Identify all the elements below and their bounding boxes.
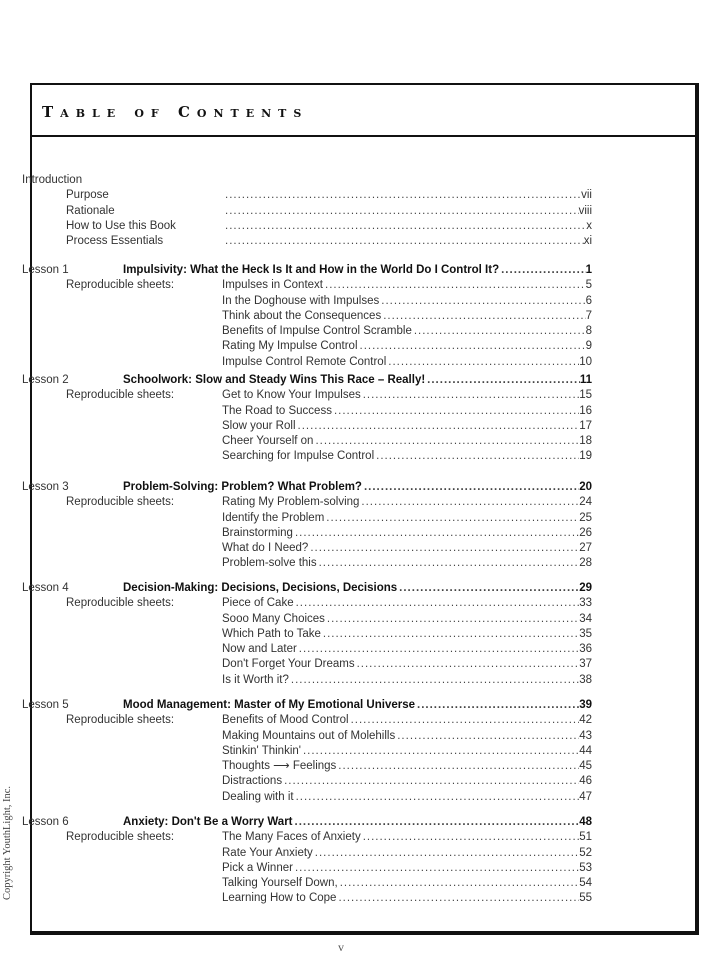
toc-entry (22, 449, 592, 464)
page-title: Table of Contents (42, 103, 309, 121)
sheet-page: 36 (579, 643, 592, 656)
sheet-page: 27 (579, 542, 592, 555)
dot-leader (338, 891, 579, 906)
dot-leader (351, 713, 580, 728)
toc-entry (22, 846, 592, 861)
toc-entry (22, 219, 592, 234)
intro-entry (225, 219, 592, 234)
dot-leader (225, 234, 584, 249)
toc-entry (22, 673, 592, 688)
sheet-title: Rating My Problem-solving (222, 496, 360, 509)
lesson-heading-row (22, 815, 592, 830)
toc-entry (22, 204, 592, 219)
dot-leader (340, 876, 579, 891)
toc-entry (22, 556, 592, 571)
sheet-page: 37 (579, 658, 592, 671)
sheet (222, 790, 592, 805)
reproducible-sheets-label: Reproducible sheets: (66, 279, 175, 292)
intro-item-page: x (586, 219, 592, 232)
sheet-page: 45 (579, 760, 592, 773)
sheet (222, 294, 592, 309)
introduction-label: Introduction (22, 174, 83, 186)
sheet (222, 861, 592, 876)
lesson (123, 815, 592, 830)
intro-item-page: vii (581, 189, 592, 202)
sheet (222, 596, 592, 611)
toc-entry (22, 759, 592, 774)
sheet-title: Distractions (222, 775, 283, 788)
sheet-page: 9 (585, 340, 592, 353)
section-lesson-6 (22, 815, 592, 907)
sheet (222, 657, 592, 672)
toc-entry (22, 388, 592, 403)
lesson-page: 48 (579, 816, 592, 828)
lesson-title: Impulsivity: What the Heck Is It and How in the World Do I Control It? (123, 264, 500, 276)
sheet-title: Thoughts ⟶ Feelings (222, 760, 337, 773)
lesson (123, 263, 592, 278)
dot-leader (299, 642, 579, 657)
dot-leader (388, 355, 579, 370)
sheet-page: 18 (579, 435, 592, 448)
sheet-page: 6 (585, 294, 592, 307)
sheet-page: 33 (579, 597, 592, 610)
toc-entry (22, 861, 592, 876)
toc-entry (22, 324, 592, 339)
sheet-page: 52 (579, 846, 592, 859)
section-lesson-3 (22, 480, 592, 572)
sheet-page: 26 (579, 526, 592, 539)
toc-entry (22, 419, 592, 434)
sheet-title: Stinkin' Thinkin' (222, 744, 301, 757)
section-lesson-2 (22, 373, 592, 465)
dot-leader (225, 204, 579, 219)
lesson-heading-row (22, 480, 592, 495)
sheet-page: 25 (579, 511, 592, 524)
sheet-page: 51 (579, 831, 592, 844)
sheet-page: 8 (585, 325, 592, 338)
copyright-notice: Copyright YouthLight, Inc. (2, 785, 13, 900)
toc-entry (22, 790, 592, 805)
sheet-title: Impulse Control Remote Control (222, 355, 387, 368)
dot-leader (360, 339, 586, 354)
toc-entry (22, 713, 592, 728)
toc-entry (22, 876, 592, 891)
intro-heading-row (22, 173, 592, 188)
sheet-page: 55 (579, 892, 592, 905)
sheet-page: 46 (579, 775, 592, 788)
lesson (123, 373, 592, 388)
dot-leader (414, 324, 586, 339)
sheet-page: 5 (585, 279, 592, 292)
sheet (222, 774, 592, 789)
sheet (222, 556, 592, 571)
dot-leader (319, 556, 580, 571)
dot-leader (399, 581, 579, 596)
dot-leader (364, 480, 579, 495)
sheet-page: 24 (579, 496, 592, 509)
sheet-title: The Road to Success (222, 404, 332, 417)
sheet-title: What do I Need? (222, 542, 309, 555)
lesson (123, 698, 592, 713)
toc-entry (22, 434, 592, 449)
sheet-title: Searching for Impulse Control (222, 450, 375, 463)
toc-entry (22, 526, 592, 541)
toc-entry (22, 234, 592, 249)
sheet-page: 44 (579, 744, 592, 757)
sheet-title: Benefits of Impulse Control Scramble (222, 325, 412, 338)
sheet-page: 16 (579, 404, 592, 417)
sheet (222, 449, 592, 464)
dot-leader (357, 657, 580, 672)
toc-entry (22, 744, 592, 759)
dot-leader (338, 759, 579, 774)
intro-entry (225, 188, 592, 203)
lesson-page: 1 (585, 264, 592, 276)
sheet (222, 612, 592, 627)
sheet-title: Get to Know Your Impulses (222, 389, 361, 402)
dot-leader (310, 541, 579, 556)
sheet-title: Talking Yourself Down, (222, 877, 338, 890)
sheet-title: Cheer Yourself on (222, 435, 314, 448)
sheet (222, 673, 592, 688)
lesson-label: Lesson 3 (22, 481, 69, 493)
intro-item-title: Purpose (66, 189, 109, 202)
dot-leader (327, 612, 579, 627)
sheet-title: Dealing with it (222, 790, 294, 803)
lesson-heading-row (22, 373, 592, 388)
dot-leader (501, 263, 585, 278)
lesson-label: Lesson 5 (22, 699, 69, 711)
toc-entry (22, 309, 592, 324)
sheet (222, 876, 592, 891)
sheet-page: 34 (579, 612, 592, 625)
sheet-title: Rating My Impulse Control (222, 340, 358, 353)
sheet (222, 511, 592, 526)
sheet (222, 324, 592, 339)
section-introduction (22, 173, 592, 249)
dot-leader (326, 511, 579, 526)
toc-entry (22, 404, 592, 419)
sheet (222, 309, 592, 324)
reproducible-sheets-label: Reproducible sheets: (66, 496, 175, 509)
toc-entry (22, 495, 592, 510)
sheet (222, 846, 592, 861)
sheet-page: 17 (579, 419, 592, 432)
sheet-title: Now and Later (222, 643, 297, 656)
sheet-page: 43 (579, 729, 592, 742)
sheet (222, 729, 592, 744)
toc-entry (22, 278, 592, 293)
lesson (123, 480, 592, 495)
dot-leader (225, 219, 586, 234)
sheet (222, 713, 592, 728)
sheet-title: Benefits of Mood Control (222, 714, 349, 727)
toc-entry (22, 729, 592, 744)
toc-entry (22, 627, 592, 642)
dot-leader (295, 526, 579, 541)
header-band (32, 85, 695, 137)
dot-leader (315, 846, 579, 861)
intro-item-title: How to Use this Book (66, 219, 176, 232)
section-lesson-4 (22, 581, 592, 688)
lesson-heading-row (22, 581, 592, 596)
toc-entry (22, 891, 592, 906)
sheet-title: Making Mountains out of Molehills (222, 729, 396, 742)
lesson-label: Lesson 4 (22, 582, 69, 594)
sheet-title: Brainstorming (222, 526, 293, 539)
dot-leader (315, 434, 579, 449)
toc-entry (22, 511, 592, 526)
dot-leader (363, 830, 580, 845)
sheet (222, 759, 592, 774)
dot-leader (383, 309, 585, 324)
intro-item-title: Process Essentials (66, 235, 164, 248)
sheet-title: The Many Faces of Anxiety (222, 831, 361, 844)
toc-entry (22, 657, 592, 672)
lesson-label: Lesson 2 (22, 374, 69, 386)
dot-leader (295, 815, 580, 830)
lesson-page: 20 (579, 481, 592, 493)
intro-entry (225, 234, 592, 249)
sheet (222, 830, 592, 845)
sheet-title: Learning How to Cope (222, 892, 337, 905)
sheet-title: Identify the Problem (222, 511, 325, 524)
dot-leader (303, 744, 579, 759)
lesson-title: Problem-Solving: Problem? What Problem? (123, 481, 362, 493)
dot-leader (376, 449, 579, 464)
lesson-title: Schoolwork: Slow and Steady Wins This Race – Really! (123, 374, 426, 386)
sheet (222, 541, 592, 556)
sheet-page: 15 (579, 389, 592, 402)
reproducible-sheets-label: Reproducible sheets: (66, 597, 175, 610)
sheet (222, 404, 592, 419)
sheet-title: Problem-solve this (222, 557, 317, 570)
sheet (222, 419, 592, 434)
dot-leader (291, 673, 579, 688)
sheet-title: Don't Forget Your Dreams (222, 658, 355, 671)
dot-leader (225, 188, 581, 203)
sheet-title: In the Doghouse with Impulses (222, 294, 380, 307)
sheet-title: Impulses in Context (222, 279, 323, 292)
dot-leader (361, 495, 579, 510)
sheet (222, 526, 592, 541)
sheet (222, 744, 592, 759)
sheet-page: 10 (579, 355, 592, 368)
toc-entry (22, 774, 592, 789)
toc-entry (22, 294, 592, 309)
reproducible-sheets-label: Reproducible sheets: (66, 714, 175, 727)
sheet (222, 495, 592, 510)
toc-entry (22, 541, 592, 556)
toc-entry (22, 355, 592, 370)
sheet-title: Piece of Cake (222, 597, 294, 610)
lesson-page: 29 (579, 582, 592, 594)
sheet-title: Pick a Winner (222, 861, 293, 874)
sheet-title: Sooo Many Choices (222, 612, 325, 625)
dot-leader (284, 774, 579, 789)
sheet (222, 642, 592, 657)
toc-entry (22, 642, 592, 657)
lesson-page: 11 (579, 374, 592, 386)
toc-entry (22, 596, 592, 611)
intro-item-title: Rationale (66, 204, 115, 217)
sheet-page: 38 (579, 673, 592, 686)
dot-leader (397, 729, 579, 744)
sheet-page: 7 (585, 309, 592, 322)
dot-leader (334, 404, 579, 419)
dot-leader (325, 278, 586, 293)
reproducible-sheets-label: Reproducible sheets: (66, 831, 175, 844)
sheet-page: 54 (579, 877, 592, 890)
sheet-title: Think about the Consequences (222, 309, 382, 322)
sheet-page: 53 (579, 861, 592, 874)
lesson-title: Anxiety: Don't Be a Worry Wart (123, 816, 293, 828)
section-lesson-1 (22, 263, 592, 370)
sheet-page: 35 (579, 627, 592, 640)
dot-leader (298, 419, 580, 434)
lesson-title: Decision-Making: Decisions, Decisions, Decisions (123, 582, 398, 594)
toc-entry (22, 188, 592, 203)
sheet (222, 339, 592, 354)
dot-leader (296, 596, 580, 611)
lesson-heading-row (22, 263, 592, 278)
dot-leader (323, 627, 579, 642)
intro-item-page: viii (578, 204, 592, 217)
sheet-title: Which Path to Take (222, 627, 321, 640)
sheet-page: 19 (579, 450, 592, 463)
sheet-title: Rate Your Anxiety (222, 846, 313, 859)
sheet-page: 28 (579, 557, 592, 570)
lesson (123, 581, 592, 596)
toc-entry (22, 339, 592, 354)
dot-leader (296, 790, 580, 805)
sheet-page: 42 (579, 714, 592, 727)
sheet (222, 278, 592, 293)
lesson-heading-row (22, 698, 592, 713)
dot-leader (295, 861, 579, 876)
section-lesson-5 (22, 698, 592, 805)
intro-item-page: xi (583, 235, 592, 248)
sheet (222, 355, 592, 370)
intro-entry (225, 204, 592, 219)
toc-entry (22, 612, 592, 627)
sheet (222, 891, 592, 906)
reproducible-sheets-label: Reproducible sheets: (66, 389, 175, 402)
lesson-label: Lesson 1 (22, 264, 69, 276)
lesson-page: 39 (579, 699, 592, 711)
toc-entry (22, 830, 592, 845)
sheet-title: Slow your Roll (222, 419, 296, 432)
sheet-title: Is it Worth it? (222, 673, 289, 686)
dot-leader (381, 294, 585, 309)
sheet-page: 47 (579, 790, 592, 803)
page-number: v (338, 940, 344, 954)
dot-leader (363, 388, 579, 403)
dot-leader (417, 698, 579, 713)
sheet (222, 388, 592, 403)
lesson-label: Lesson 6 (22, 816, 69, 828)
lesson-title: Mood Management: Master of My Emotional Universe (123, 699, 416, 711)
dot-leader (427, 373, 580, 388)
sheet (222, 627, 592, 642)
sheet (222, 434, 592, 449)
